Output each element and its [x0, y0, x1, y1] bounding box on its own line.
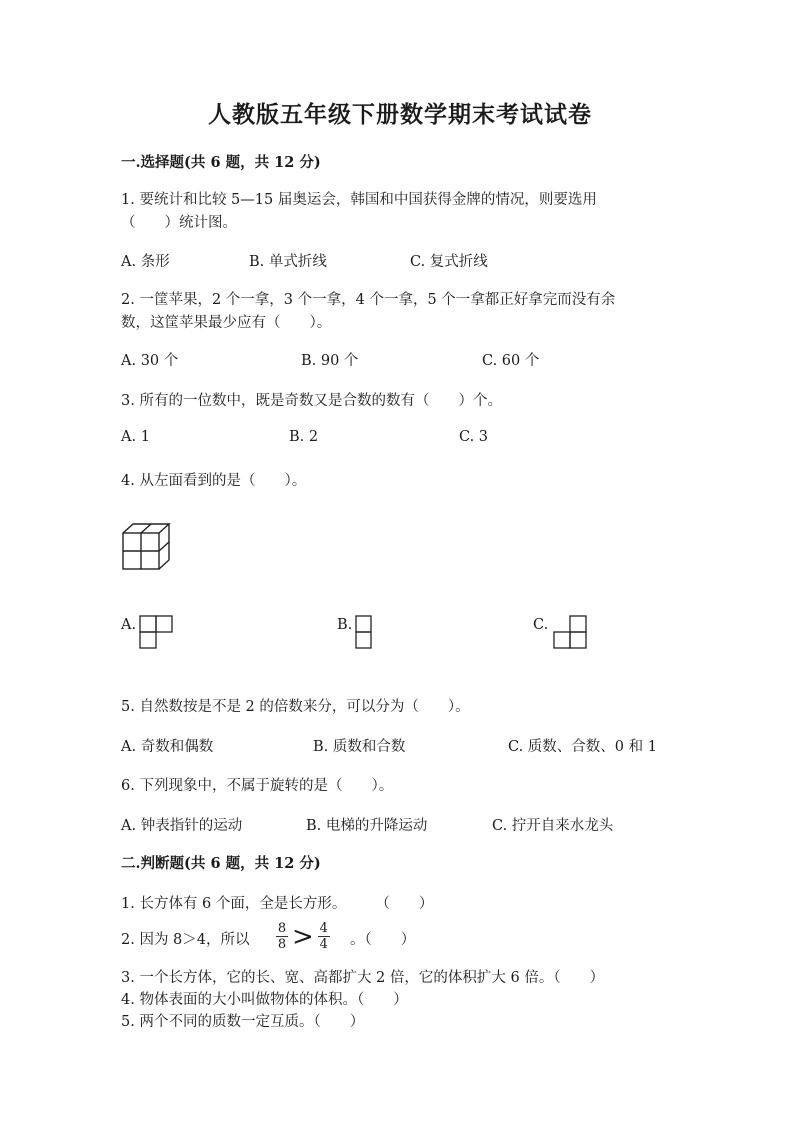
fraction-comparison — [276, 921, 330, 952]
question-1-option-b: B. 单式折线 — [249, 254, 327, 270]
section-heading-choice: 一.选择题(共 6 题，共 12 分) — [121, 154, 321, 171]
question-1-line-1: 1. 要统计和比较 5—15 届奥运会，韩国和中国获得金牌的情况，则要选用 — [121, 192, 597, 208]
question-2-line-2: 数，这筐苹果最少应有（ ）。 — [121, 315, 332, 331]
judgment-item-2 — [121, 928, 250, 949]
judgment-item-3: 3. 一个长方体，它的长、宽、高都扩大 2 倍，它的体积扩大 6 倍。（ ） — [121, 970, 605, 986]
question-4-line-1: 4. 从左面看到的是（ ）。 — [121, 473, 307, 489]
question-1-line-2: （ ）统计图。 — [121, 215, 237, 231]
question-6-option-c: C. 拧开自来水龙头 — [492, 818, 614, 834]
question-6-line-1: 6. 下列现象中，不属于旋转的是（ ）。 — [121, 778, 394, 794]
judgment-item-2-tail: 。（ ） — [350, 932, 416, 948]
fraction-right-numerator: 4 — [319, 921, 328, 936]
question-5-option-a: A. 奇数和偶数 — [121, 739, 214, 755]
question-4-option-c: C. — [533, 617, 549, 633]
fraction-right — [318, 921, 330, 952]
question-2-option-c: C. 60 个 — [482, 353, 540, 369]
question-6-option-a: A. 钟表指针的运动 — [121, 818, 243, 834]
question-2-option-b: B. 90 个 — [301, 353, 359, 369]
judgment-item-2-text: 2. 因为 8＞4，所以 — [121, 932, 250, 948]
question-4-option-a: A. — [121, 617, 137, 633]
question-5-option-c: C. 质数、合数、0 和 1 — [508, 739, 657, 755]
fraction-left-numerator: 8 — [277, 921, 287, 936]
question-6-option-b: B. 电梯的升降运动 — [306, 818, 428, 834]
fraction-right-denominator: 4 — [319, 937, 328, 952]
question-5-line-1: 5. 自然数按是不是 2 的倍数来分，可以分为（ ）。 — [121, 699, 470, 715]
section-heading-judgment: 二.判断题(共 6 题，共 12 分) — [121, 855, 321, 872]
option-c-view-figure — [551, 615, 589, 651]
cube-stack-figure — [120, 520, 172, 572]
question-2-line-1: 2. 一筐苹果，2 个一拿，3 个一拿，4 个一拿，5 个一拿都正好拿完而没有余 — [121, 292, 616, 308]
question-3-option-c: C. 3 — [459, 429, 489, 445]
question-1-option-c: C. 复式折线 — [410, 254, 488, 270]
greater-than-sign: > — [292, 921, 314, 952]
question-4-option-b: B. — [337, 617, 353, 633]
page-title: 人教版五年级下册数学期末考试试卷 — [208, 101, 592, 128]
question-3-option-a: A. 1 — [121, 429, 150, 445]
option-a-view-figure — [139, 615, 175, 651]
judgment-item-5: 5. 两个不同的质数一定互质。（ ） — [121, 1014, 365, 1030]
question-3-option-b: B. 2 — [289, 429, 319, 445]
option-b-view-figure — [354, 615, 374, 651]
question-5-option-b: B. 质数和合数 — [313, 739, 406, 755]
fraction-left — [276, 921, 288, 952]
question-2-option-a: A. 30 个 — [121, 353, 179, 369]
fraction-left-denominator: 8 — [277, 937, 287, 952]
judgment-item-4: 4. 物体表面的大小叫做物体的体积。（ ） — [121, 992, 408, 1008]
question-1-option-a: A. 条形 — [121, 254, 170, 270]
question-3-line-1: 3. 所有的一位数中，既是奇数又是合数的数有（ ）个。 — [121, 393, 502, 409]
judgment-item-1: 1. 长方体有 6 个面，全是长方形。 （ ） — [121, 896, 434, 912]
